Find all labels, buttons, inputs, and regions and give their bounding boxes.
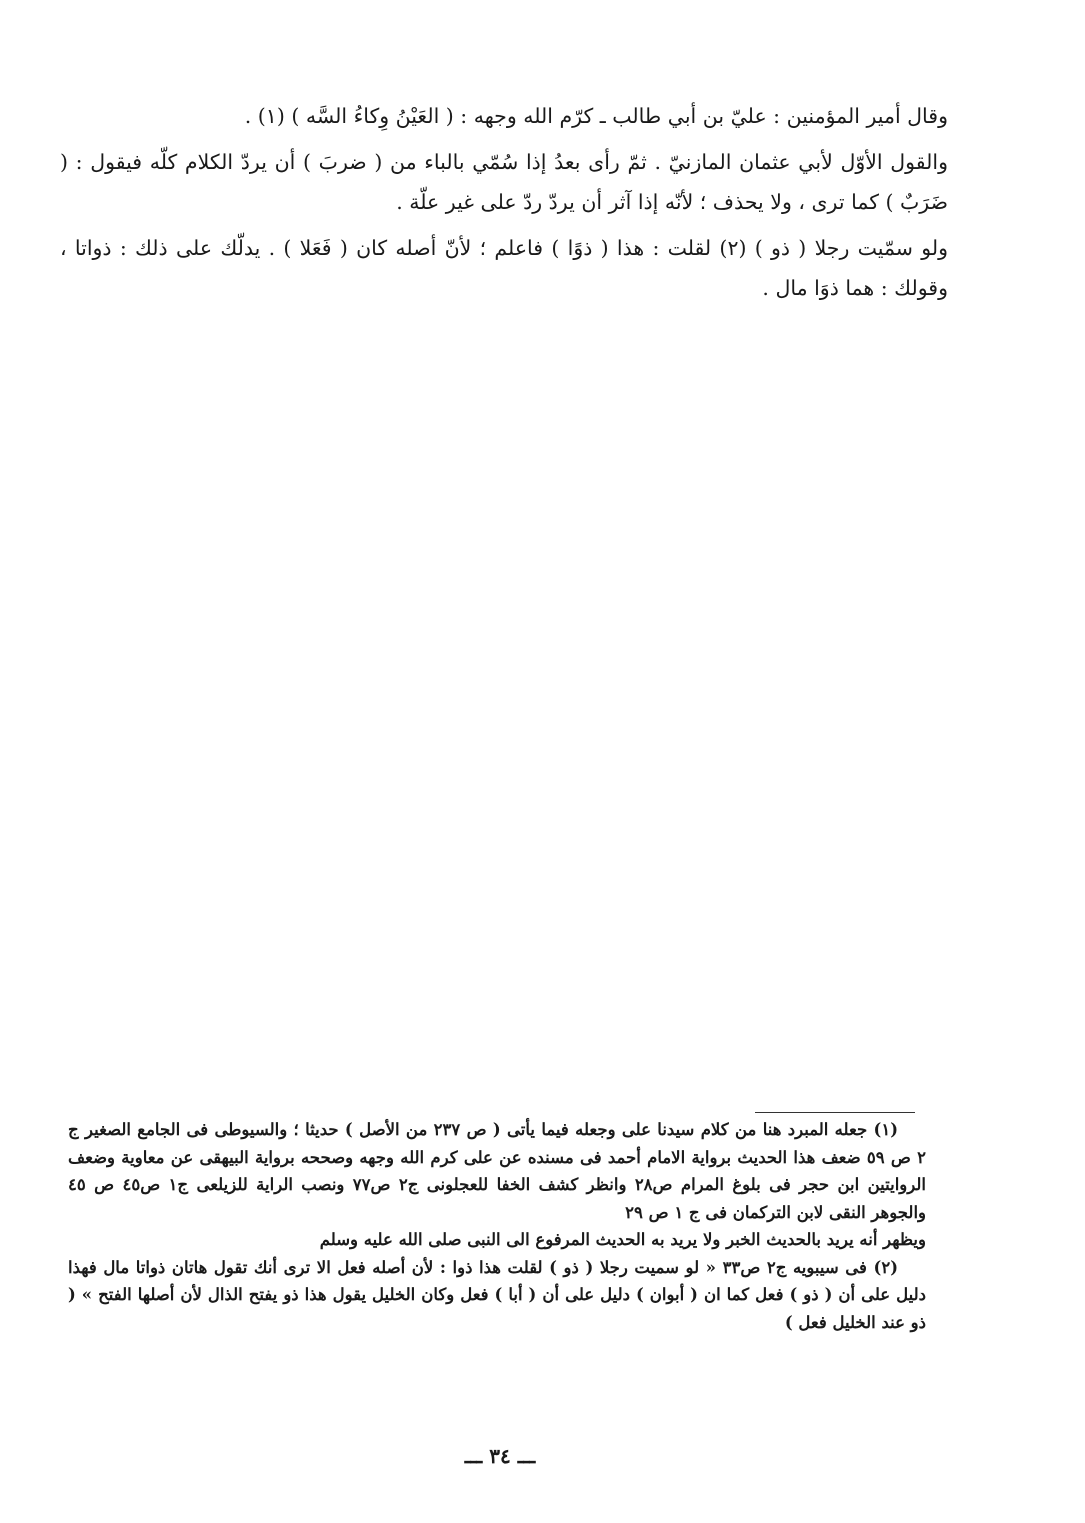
footnote-1-continuation: ويظهر أنه يريد بالحديث الخبر ولا يريد به الحديث المرفوع الى النبى صلى الله عليه وسلم [319,1230,926,1249]
page-number: ـــ ٣٤ ـــ [464,1444,536,1468]
paragraph-1: وقال أمير المؤمنين : عليّ بن أبي طالب ـ كرّم الله وجهه : ( العَيْنُ وِكاءُ السَّه ) (١) . [244,104,948,128]
footnote-1: (١) جعله المبرد هنا من كلام سيدنا على وجعله فيما يأتى ( ص ٢٣٧ من الأصل ) حديثا ؛ والسيوطى فى الجامع الصغير ج ٢ ص ٥٩ ضعف هذا الحديث برواية الامام أحمد فى مسنده عن على كرم الله وجهه وصححه برواية البيهقى عن معاوية وضعف الروايتين ابن حجر فى بلوغ المرام ص٢٨ وانظر كشف الخفا للعجلونى ج٢ ص٧٧ ونصب الراية للزيلعى ج١ ص٤٥ ص ٤٥ والجوهر النقى لابن التركمان فى ج ١ ص ٢٩ [68,1120,927,1222]
footnotes-block [68,1116,926,1336]
main-text-body [60,96,948,308]
paragraph-2: والقول الأوّل لأبي عثمان المازنيّ . ثمّ رأى بعدُ إذا سُمّي بالباء من ( ضربَ ) أن يردّ الكلام كلّه فيقول : ( ضَرَبٌ ) كما ترى ، ولا يحذف ؛ لأنّه إذا آثر أن يردّ ردّ على غير علّة . [60,150,948,214]
paragraph-3: ولو سمّيت رجلا ( ذو ) (٢) لقلت : هذا ( ذوًا ) فاعلم ؛ لأنّ أصله كان ( فَعَلا ) . يدلّك على ذلك : ذواتا ، وقولك : هما ذوَا مال . [60,236,948,300]
footnote-separator [755,1112,915,1113]
footnote-2: (٢) فى سيبويه ج٢ ص٣٣ « لو سميت رجلا ( ذو ) لقلت هذا ذوا : لأن أصله فعل الا ترى أنك تقول هاتان ذواتا مال فهذا دليل على أن ( ذو ) فعل كما ان ( أبوان ) دليل على أن ( أبا ) فعل وكان الخليل يقول هذا ذو يفتح الذال لأن أصلها الفتح » ( ذو عند الخليل فعل ) [68,1257,926,1332]
